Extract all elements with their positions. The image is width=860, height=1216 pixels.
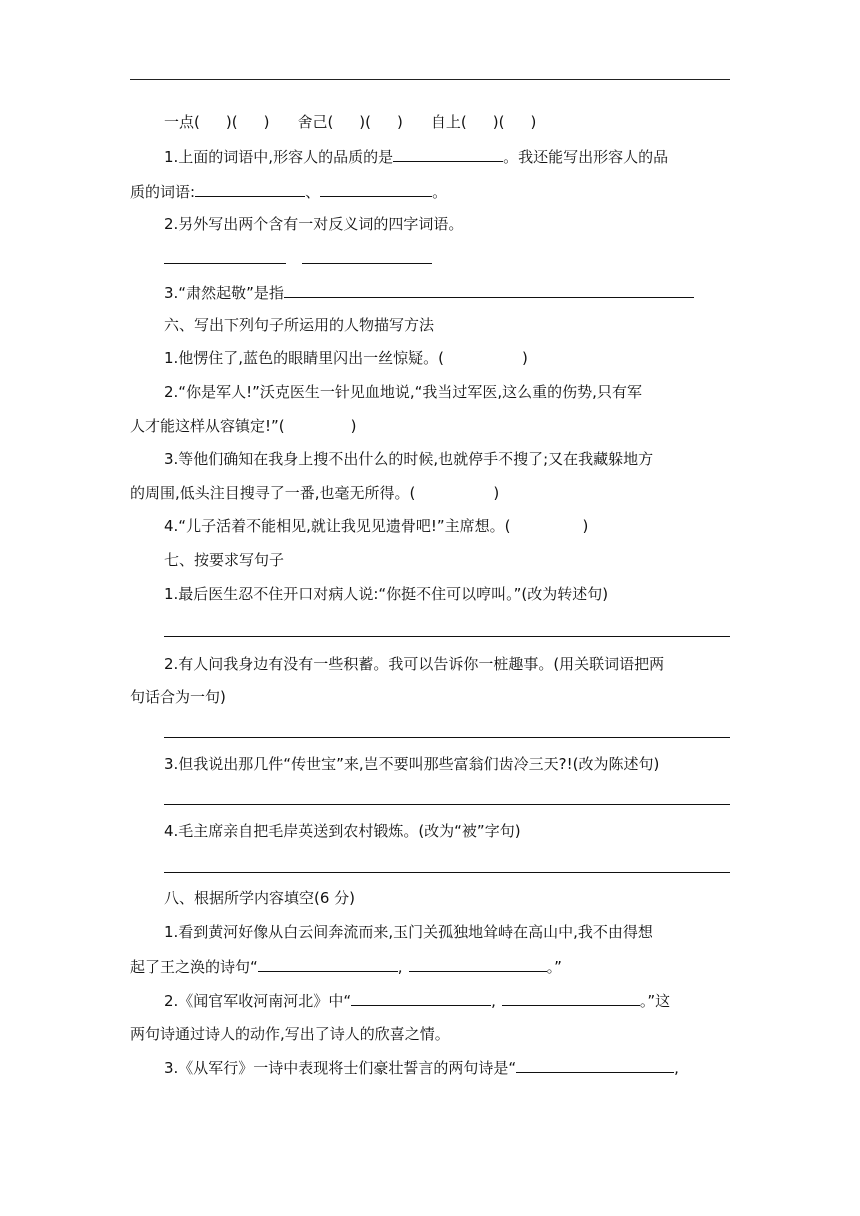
answer-line[interactable] (302, 263, 432, 264)
section-7-item-1: 1.最后医生忍不住开口对病人说:“你挺不住可以哼叫。”(改为转述句) (164, 585, 609, 603)
answer-blank[interactable] (393, 146, 503, 162)
section-7-item-2-line1: 2.有人问我身边有没有一些积蓄。我可以告诉你一桩趣事。(用关联词语把两 (164, 655, 665, 673)
answer-blank[interactable] (320, 181, 432, 197)
words-row: 一点( )( ) 舍己( )( ) 自上( )( ) (164, 113, 537, 131)
answer-blank[interactable] (284, 282, 694, 298)
question-1-line1: 1.上面的词语中,形容人的品质的是 。我还能写出形容人的品 (164, 148, 669, 166)
answer-blank[interactable] (516, 1057, 674, 1073)
section-6-item-1: 1.他愣住了,蓝色的眼睛里闪出一丝惊疑。( ) (164, 349, 528, 367)
answer-blank[interactable] (195, 181, 305, 197)
answer-blank[interactable] (258, 956, 398, 972)
question-2: 2.另外写出两个含有一对反义词的四字词语。 (164, 215, 464, 233)
answer-line[interactable] (164, 263, 286, 264)
answer-blank[interactable] (409, 956, 547, 972)
section-6-item-3-line1: 3.等他们确知在我身上搜不出什么的时候,也就停手不搜了;又在我藏躲地方 (164, 450, 654, 468)
answer-line[interactable] (164, 737, 730, 738)
section-8-title: 八、根据所学内容填空(6 分) (164, 889, 356, 907)
section-7-title: 七、按要求写句子 (164, 551, 285, 569)
question-1-line2: 质的词语: 、 。 (130, 183, 448, 201)
section-6-item-4: 4.“儿子活着不能相见,就让我见见遗骨吧!”主席想。( ) (164, 517, 589, 535)
section-8-item-1-line1: 1.看到黄河好像从白云间奔流而来,玉门关孤独地耸峙在高山中,我不由得想 (164, 923, 653, 941)
section-6-item-2-line2: 人才能这样从容镇定!”( ) (130, 417, 357, 435)
section-6-item-3-line2: 的周围,低头注目搜寻了一番,也毫无所得。( ) (130, 484, 500, 502)
answer-line[interactable] (164, 872, 730, 873)
answer-line[interactable] (164, 804, 730, 805)
section-7-item-3: 3.但我说出那几件“传世宝”来,岂不要叫那些富翁们齿冷三天?!(改为陈述句) (164, 755, 660, 773)
section-6-title: 六、写出下列句子所运用的人物描写方法 (164, 316, 435, 334)
section-7-item-4: 4.毛主席亲自把毛岸英送到农村锻炼。(改为“被”字句) (164, 822, 521, 840)
section-8-item-2-line1: 2.《闻官军收河南河北》中“ , 。”这 (164, 992, 671, 1010)
answer-blank[interactable] (502, 990, 640, 1006)
section-7-item-2-line2: 句话合为一句) (130, 688, 226, 706)
question-3: 3.“肃然起敬”是指 (164, 282, 694, 303)
section-8-item-2-line2: 两句诗通过诗人的动作,写出了诗人的欣喜之情。 (130, 1025, 450, 1043)
section-8-item-3: 3.《从军行》一诗中表现将士们豪壮誓言的两句诗是“ , (164, 1059, 679, 1077)
section-8-item-1-line2: 起了王之涣的诗句“ , 。” (130, 958, 562, 976)
top-rule (130, 79, 730, 80)
answer-line[interactable] (164, 636, 730, 637)
answer-blank[interactable] (351, 990, 491, 1006)
section-6-item-2-line1: 2.“你是军人!”沃克医生一针见血地说,“我当过军医,这么重的伤势,只有军 (164, 383, 642, 401)
